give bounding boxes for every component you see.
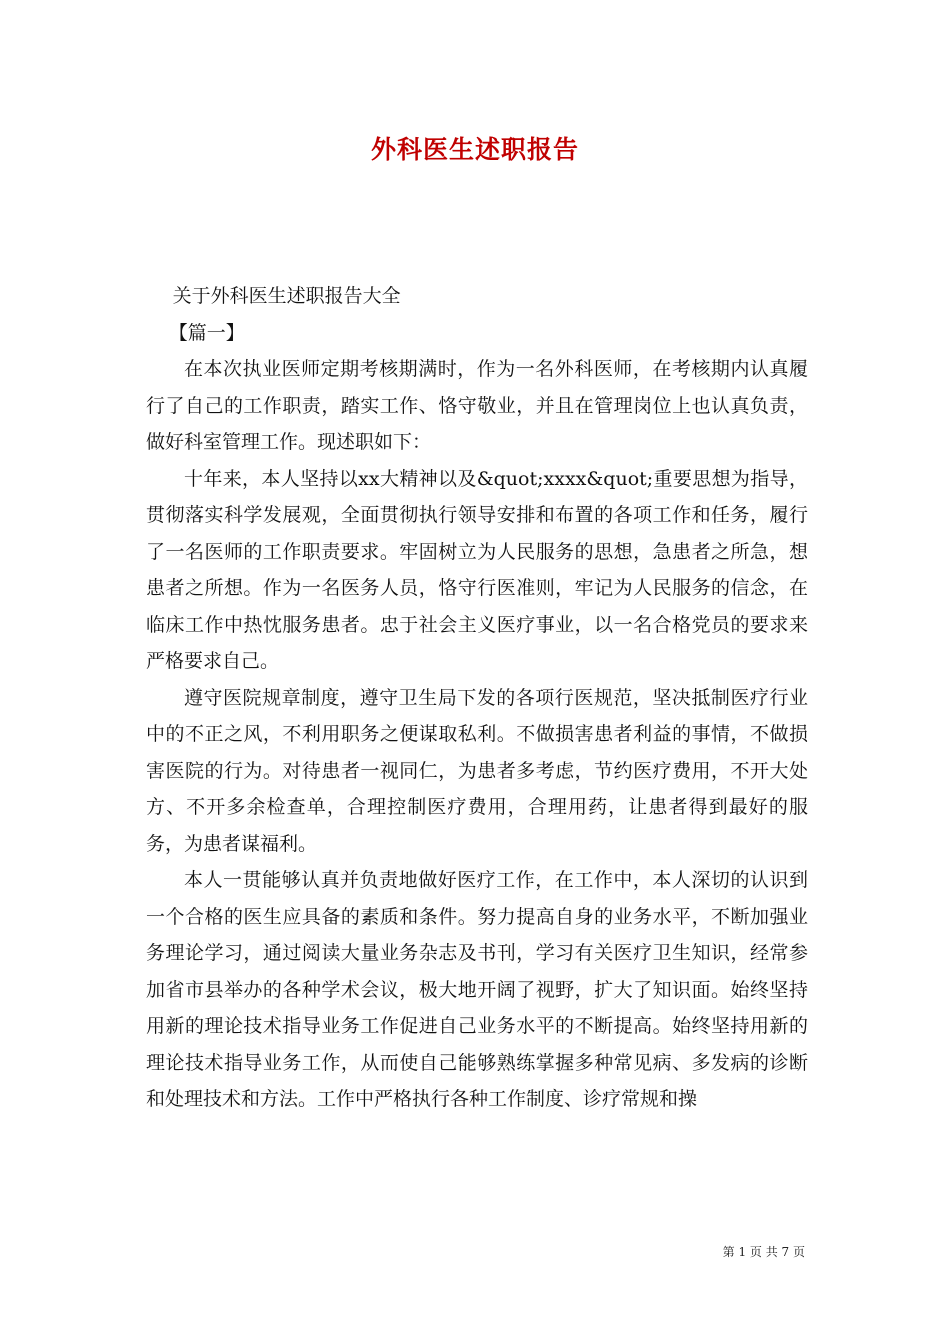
page-number: 第 1 页 共 7 页: [722, 1245, 805, 1259]
document-subtitle: 关于外科医生述职报告大全: [172, 285, 401, 307]
paragraph: 本人一贯能够认真并负责地做好医疗工作，在工作中，本人深切的认识到一个合格的医生应具备的素质和条件。努力提高自身的业务水平，不断加强业务理论学习，通过阅读大量业务杂志及书刊，学习有关医疗卫生知识，经常参加省市县举办的各种学术会议，极大地开阔了视野，扩大了知识面。始终坚持用新的理论技术指导业务工作促进自己业务水平的不断提高。始终坚持用新的理论技术指导业务工作，从而使自己能够熟练掌握多种常见病、多发病的诊断和处理技术和方法。工作中严格执行各种工作制度、诊疗常规和操: [146, 869, 808, 1110]
paragraph: 遵守医院规章制度，遵守卫生局下发的各项行医规范，坚决抵制医疗行业中的不正之风，不利用职务之便谋取私利。不做损害患者利益的事情，不做损害医院的行为。对待患者一视同仁，为患者多考虑，节约医疗费用，不开大处方、不开多余检查单，合理控制医疗费用，合理用药，让患者得到最好的服务，为患者谋福利。: [146, 686, 808, 855]
document-title: 外科医生述职报告: [370, 135, 579, 164]
section-heading: 【篇一】: [168, 321, 245, 344]
paragraph: 在本次执业医师定期考核期满时，作为一名外科医师，在考核期内认真履行了自己的工作职责，踏实工作、恪守敬业，并且在管理岗位上也认真负责，做好科室管理工作。现述职如下：: [146, 358, 808, 453]
document-body: [146, 278, 808, 1118]
paragraph: 十年来，本人坚持以xx大精神以及&quot;xxxx&quot;重要思想为指导，贯彻落实科学发展观，全面贯彻执行领导安排和布置的各项工作和任务，履行了一名医师的工作职责要求。牢固树立为人民服务的思想，急患者之所急，想患者之所想。作为一名医务人员，恪守行医准则，牢记为人民服务的信念，在临床工作中热忱服务患者。忠于社会主义医疗事业，以一名合格党员的要求来严格要求自己。: [146, 467, 808, 672]
